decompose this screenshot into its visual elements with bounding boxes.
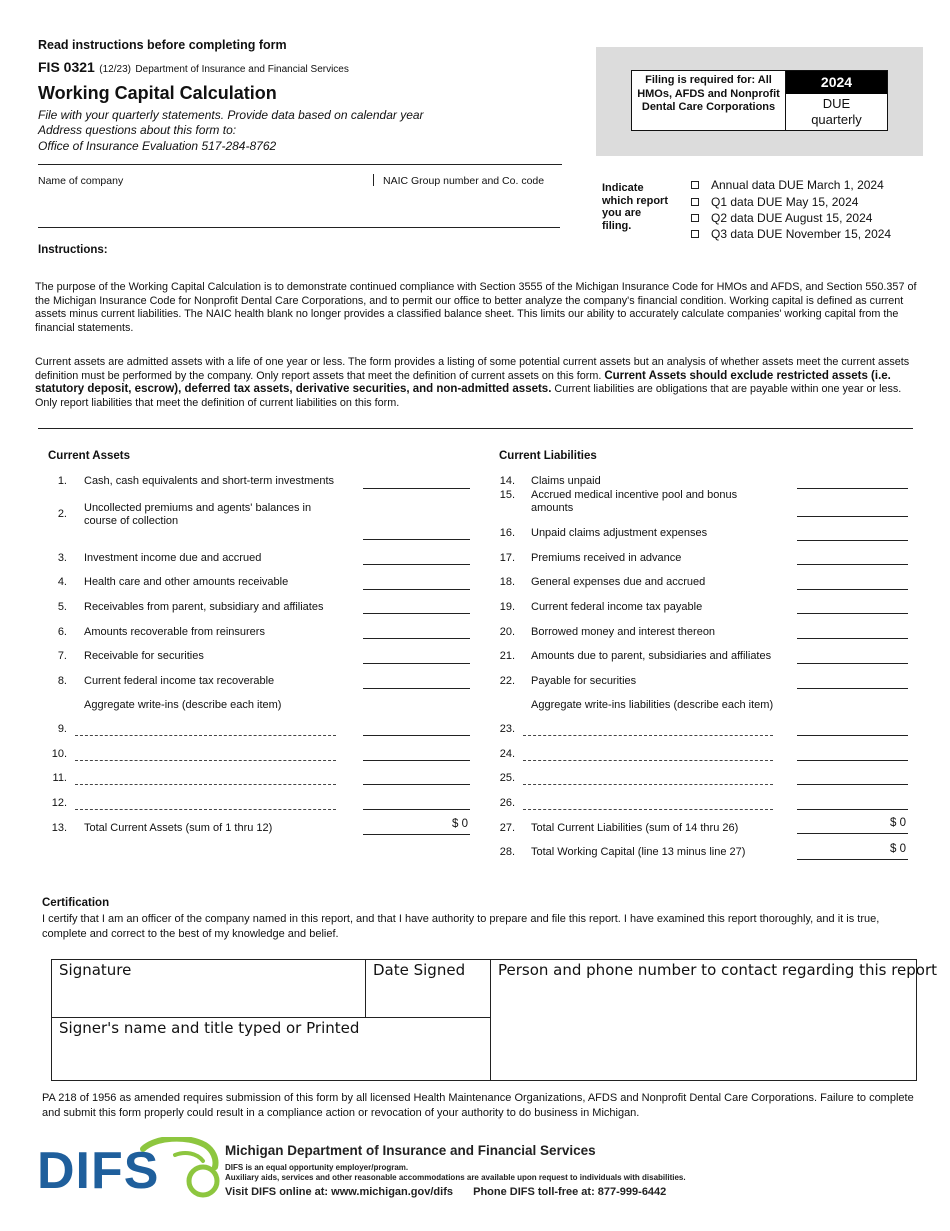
asset-1-label: Cash, cash equivalents and short-term investments: [84, 475, 335, 487]
due-frequency: quarterly: [811, 112, 862, 127]
asset-7-num: 7.: [57, 650, 67, 662]
asset-10-input[interactable]: [363, 760, 470, 761]
office-contact: [38, 139, 276, 154]
liab-19-input[interactable]: [797, 613, 908, 614]
accommodation-statement: Auxiliary aids, services and other reasonable accommodations are available upon request to individuals with disabilities.: [225, 1173, 686, 1182]
certification-heading: Certification: [42, 897, 110, 909]
website-link[interactable]: Visit DIFS online at: www.michigan.gov/difs: [225, 1186, 453, 1198]
asset-2-num: 2.: [57, 508, 67, 520]
liab-23-num: 23.: [499, 723, 515, 735]
company-field-underline: [38, 227, 560, 228]
liab-21-num: 21.: [499, 650, 515, 662]
instructions-divider: [38, 428, 913, 429]
total-liabilities-label: Total Current Liabilities (sum of 14 thru 26): [531, 822, 739, 834]
instructions-para1: The purpose of the Working Capital Calculation is to demonstrate continued compliance with Section 3555 of the Michigan Insurance Code for HMOs and AFDS, and Section 550.357 of the Michigan Insurance Code for Nonprofit Dental Care Corporations, and to permit our office to better analyze the company's financial condition. Working capital is defined as current assets minus current liabilities. The NAIC health blank no longer provides a classified balance sheet. This limits our ability to accurately calculate companies' working capital from the financial statements.: [35, 281, 917, 334]
instructions-para2: [35, 356, 919, 410]
asset-12-input[interactable]: [363, 809, 470, 810]
asset-10-num: 10.: [51, 748, 67, 760]
asset-8-label: Current federal income tax recoverable: [84, 675, 275, 687]
difs-logo-text: DIFS: [37, 1142, 160, 1200]
office-name: Office of Insurance Evaluation: [38, 139, 199, 153]
asset-3-label: Investment income due and accrued: [84, 552, 262, 564]
liab-23-input[interactable]: [797, 735, 908, 736]
liab-26-input[interactable]: [797, 809, 908, 810]
filing-year: 2024: [786, 71, 887, 94]
option-annual-label: Annual data DUE March 1, 2024: [711, 178, 884, 192]
company-name-field[interactable]: [40, 208, 360, 226]
liab-24-input[interactable]: [797, 760, 908, 761]
asset-1-num: 1.: [57, 475, 67, 487]
asset-9-input[interactable]: [363, 735, 470, 736]
indicate-report-label: Indicate which report you are filing.: [602, 182, 669, 232]
option-q1[interactable]: [690, 194, 930, 210]
liab-writein-label: Aggregate write-ins liabilities (describe each item): [531, 699, 774, 711]
total-assets-value: $ 0: [363, 818, 470, 835]
asset-9-desc[interactable]: [75, 735, 336, 736]
eeo-statement: DIFS is an equal opportunity employer/program.: [225, 1163, 409, 1172]
form-date: (12/23): [99, 64, 131, 75]
asset-11-desc[interactable]: [75, 784, 336, 785]
total-assets-label: Total Current Assets (sum of 1 thru 12): [84, 822, 273, 834]
asset-1-input[interactable]: [363, 488, 470, 489]
company-field-separator: [373, 174, 374, 186]
subtitle-address: Address questions about this form to:: [38, 123, 237, 137]
form-id: FIS 0321: [38, 59, 95, 75]
page-title: Working Capital Calculation: [38, 83, 277, 103]
asset-8-input[interactable]: [363, 688, 470, 689]
liab-14-input[interactable]: [797, 488, 908, 489]
asset-6-label: Amounts recoverable from reinsurers: [84, 626, 265, 638]
liab-28-num: 28.: [499, 846, 515, 858]
asset-12-num: 12.: [51, 797, 67, 809]
liab-16-label: Unpaid claims adjustment expenses: [531, 527, 708, 539]
asset-3-input[interactable]: [363, 564, 470, 565]
liab-17-label: Premiums received in advance: [531, 552, 682, 564]
naic-label: NAIC Group number and Co. code: [383, 175, 545, 187]
option-q1-label: Q1 data DUE May 15, 2024: [711, 195, 859, 209]
option-annual[interactable]: [690, 177, 930, 193]
q2-checkbox[interactable]: [691, 214, 699, 222]
pa-notice: PA 218 of 1956 as amended requires submission of this form by all licensed Health Maintenance Organizations, AFDS and Nonprofit Dental Care Corporations. Failure to complete and submit this form properly could result in a compliance action or revocation of your authority to do business in Michigan.: [42, 1092, 914, 1119]
asset-12-desc[interactable]: [75, 809, 336, 810]
liab-17-num: 17.: [499, 552, 515, 564]
option-q2[interactable]: [690, 210, 930, 226]
liab-18-num: 18.: [499, 576, 515, 588]
asset-5-num: 5.: [57, 601, 67, 613]
asset-6-num: 6.: [57, 626, 67, 638]
asset-4-label: Health care and other amounts receivable: [84, 576, 289, 588]
naic-field[interactable]: [380, 208, 560, 226]
liab-19-num: 19.: [499, 601, 515, 613]
liab-21-input[interactable]: [797, 663, 908, 664]
liab-25-num: 25.: [499, 772, 515, 784]
liab-21-label: Amounts due to parent, subsidiaries and affiliates: [531, 650, 772, 662]
total-liabilities-value: $ 0: [797, 817, 908, 834]
liab-17-input[interactable]: [797, 564, 908, 565]
liab-20-label: Borrowed money and interest thereon: [531, 626, 716, 638]
company-name-label: Name of company: [38, 175, 124, 187]
asset-7-label: Receivable for securities: [84, 650, 204, 662]
liab-18-input[interactable]: [797, 589, 908, 590]
filing-panel: [596, 47, 923, 156]
asset-4-num: 4.: [57, 576, 67, 588]
subtitle-file: File with your quarterly statements. Provide data based on calendar year: [38, 108, 424, 122]
date-signed-field[interactable]: [366, 960, 490, 1017]
asset-2-label: Uncollected premiums and agents' balances in course of collection: [84, 502, 312, 527]
due-label: DUE: [822, 96, 851, 111]
department-name: Department of Insurance and Financial Services: [135, 64, 349, 75]
asset-11-input[interactable]: [363, 784, 470, 785]
office-phone: 517-284-8762: [201, 139, 277, 153]
liab-15-input[interactable]: [797, 516, 908, 517]
asset-13-num: 13.: [51, 822, 67, 834]
liab-18-label: General expenses due and accrued: [531, 576, 706, 588]
liab-19-label: Current federal income tax payable: [531, 601, 703, 613]
phone-number: Phone DIFS toll-free at: 877-999-6442: [473, 1186, 667, 1198]
certification-text: I certify that I am an officer of the company named in this report, and that I have authority to prepare and file this report. I have examined this report thoroughly, and it is true, complete and correct to the best of my knowledge and belief.: [42, 913, 880, 940]
asset-7-input[interactable]: [363, 663, 470, 664]
footer-contact-line: [225, 1186, 666, 1198]
signature-field[interactable]: [52, 960, 365, 1017]
working-capital-label: Total Working Capital (line 13 minus line 27): [531, 846, 746, 858]
annual-checkbox[interactable]: [691, 181, 699, 189]
asset-6-input[interactable]: [363, 638, 470, 639]
signer-name-field[interactable]: [52, 1018, 490, 1080]
option-q2-label: Q2 data DUE August 15, 2024: [711, 211, 873, 225]
liab-27-num: 27.: [499, 822, 515, 834]
liab-15-num: 15.: [499, 489, 515, 501]
asset-4-input[interactable]: [363, 589, 470, 590]
asset-5-label: Receivables from parent, subsidiary and affiliates: [84, 601, 324, 613]
q1-checkbox[interactable]: [691, 198, 699, 206]
department-footer-name: Michigan Department of Insurance and Financial Services: [225, 1143, 596, 1158]
liab-20-input[interactable]: [797, 638, 908, 639]
liab-22-label: Payable for securities: [531, 675, 637, 687]
asset-2-input[interactable]: [363, 539, 470, 540]
asset-11-num: 11.: [52, 772, 67, 784]
working-capital-value: $ 0: [797, 843, 908, 860]
asset-10-desc[interactable]: [75, 760, 336, 761]
instructions-para2-bold: Current Assets should exclude restricted assets (i.e. statutory deposit, escrow), deferred tax assets, derivative securities, and non-admitted assets.: [35, 369, 891, 395]
q3-checkbox[interactable]: [691, 230, 699, 238]
liab-22-num: 22.: [499, 675, 515, 687]
liab-24-desc[interactable]: [523, 760, 773, 761]
liab-16-num: 16.: [499, 527, 515, 539]
liab-24-num: 24.: [499, 748, 515, 760]
form-id-line: [38, 59, 349, 77]
liab-20-num: 20.: [499, 626, 515, 638]
filing-box: [631, 70, 888, 131]
liabilities-heading: Current Liabilities: [499, 450, 597, 462]
filing-requirement: Filing is required for: All HMOs, AFDS and Nonprofit Dental Care Corporations: [637, 74, 780, 113]
header-divider: [38, 164, 562, 165]
option-q3[interactable]: [690, 226, 930, 242]
instructions-para2-a: Current assets are admitted assets with a life of one year or less. The form provides a listing of some potential current assets but an analysis of whether assets meet the current assets definition must be performed by the company. Only report assets that meet the definition of current assets on this form.: [35, 356, 910, 382]
contact-field[interactable]: [491, 960, 938, 1080]
read-instructions: Read instructions before completing form: [38, 38, 287, 52]
signature-label: Signature: [59, 961, 132, 979]
difs-logo: [37, 1137, 222, 1203]
liab-26-num: 26.: [499, 797, 515, 809]
liab-16-input[interactable]: [797, 540, 908, 541]
instructions-heading: Instructions:: [38, 244, 108, 256]
liab-15-label: Accrued medical incentive pool and bonus amounts: [531, 489, 738, 514]
asset-3-num: 3.: [57, 552, 67, 564]
liab-26-desc[interactable]: [523, 809, 773, 810]
asset-writein-label: Aggregate write-ins (describe each item): [84, 699, 282, 711]
instructions-para2-b: Current liabilities are obligations that are payable within one year or less. Only report liabilities that meet the definition of current liabilities on this form.: [35, 383, 902, 409]
liab-25-desc[interactable]: [523, 784, 773, 785]
date-signed-label: Date Signed: [373, 961, 466, 979]
liab-25-input[interactable]: [797, 784, 908, 785]
contact-label: Person and phone number to contact regarding this report: [498, 961, 938, 979]
asset-8-num: 8.: [57, 675, 67, 687]
asset-9-num: 9.: [57, 723, 67, 735]
liab-23-desc[interactable]: [523, 735, 773, 736]
liab-14-num: 14.: [499, 475, 515, 487]
liab-22-input[interactable]: [797, 688, 908, 689]
option-q3-label: Q3 data DUE November 15, 2024: [711, 227, 892, 241]
liab-14-label: Claims unpaid: [531, 475, 601, 487]
signer-name-label: Signer's name and title typed or Printed: [59, 1019, 360, 1037]
asset-5-input[interactable]: [363, 613, 470, 614]
assets-heading: Current Assets: [48, 450, 131, 462]
